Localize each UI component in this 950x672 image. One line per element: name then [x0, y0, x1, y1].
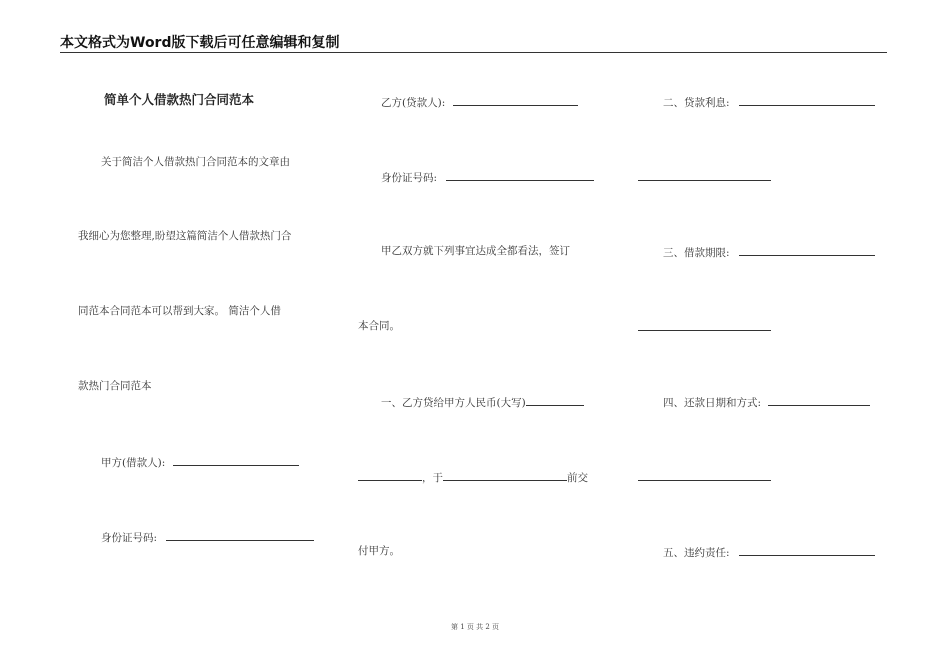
repayment-label: 四、还款日期和方式: [663, 397, 762, 409]
agreement-line-2: 本合同。 [358, 320, 400, 332]
term-continuation-blank[interactable] [638, 330, 771, 331]
document-title: 简单个人借款热门合同范本 [104, 92, 255, 107]
lender-field [381, 94, 578, 110]
delivery-date-blank[interactable] [443, 469, 567, 481]
lender-id-field [381, 169, 594, 185]
liability-field [663, 544, 875, 560]
repayment-continuation-blank[interactable] [638, 480, 771, 481]
borrower-field [101, 454, 299, 470]
repayment-field [663, 394, 870, 410]
borrower-id-field [101, 529, 314, 545]
lender-id-blank[interactable] [446, 169, 594, 181]
borrower-id-label: 身份证号码: [101, 532, 158, 544]
clause-one-label: 一、乙方贷给甲方人民币(大写) [381, 397, 526, 409]
clause-one-qianjiao: 前交 [567, 472, 588, 484]
interest-continuation-blank[interactable] [638, 180, 771, 181]
clause-one-yu: ，于 [422, 472, 443, 484]
repayment-blank[interactable] [768, 394, 870, 406]
amount-blank[interactable] [526, 394, 584, 406]
borrower-blank[interactable] [173, 454, 299, 466]
agreement-line-1: 甲乙双方就下列事宜达成全都看法，签订 [381, 245, 570, 257]
clause-one-continued [358, 469, 588, 485]
term-blank[interactable] [739, 244, 875, 256]
term-label: 三、借款期限: [663, 247, 730, 259]
header-title: 本文格式为Word版下载后可任意编辑和复制 [60, 35, 340, 51]
lender-blank[interactable] [453, 94, 578, 106]
intro-line-3: 同范本合同范本可以帮到大家。 简洁个人借 [78, 305, 281, 317]
interest-label: 二、贷款利息: [663, 97, 730, 109]
intro-line-2: 我细心为您整理,盼望这篇简洁个人借款热门合 [78, 230, 292, 242]
term-field [663, 244, 875, 260]
clause-one-field [381, 394, 584, 410]
page-number: 第 1 页 共 2 页 [450, 623, 500, 631]
lender-label: 乙方(贷款人): [381, 97, 446, 109]
borrower-id-blank[interactable] [166, 529, 314, 541]
intro-line-4: 款热门合同范本 [78, 380, 152, 392]
document-header [60, 34, 887, 53]
intro-line-1: 关于简洁个人借款热门合同范本的文章由 [101, 156, 290, 168]
lender-id-label: 身份证号码: [381, 172, 438, 184]
liability-blank[interactable] [739, 544, 875, 556]
amount-number-blank[interactable] [358, 469, 422, 481]
interest-field [663, 94, 875, 110]
borrower-label: 甲方(借款人): [101, 457, 166, 469]
liability-label: 五、违约责任: [663, 547, 730, 559]
interest-blank[interactable] [739, 94, 875, 106]
clause-one-end: 付甲方。 [358, 545, 400, 557]
